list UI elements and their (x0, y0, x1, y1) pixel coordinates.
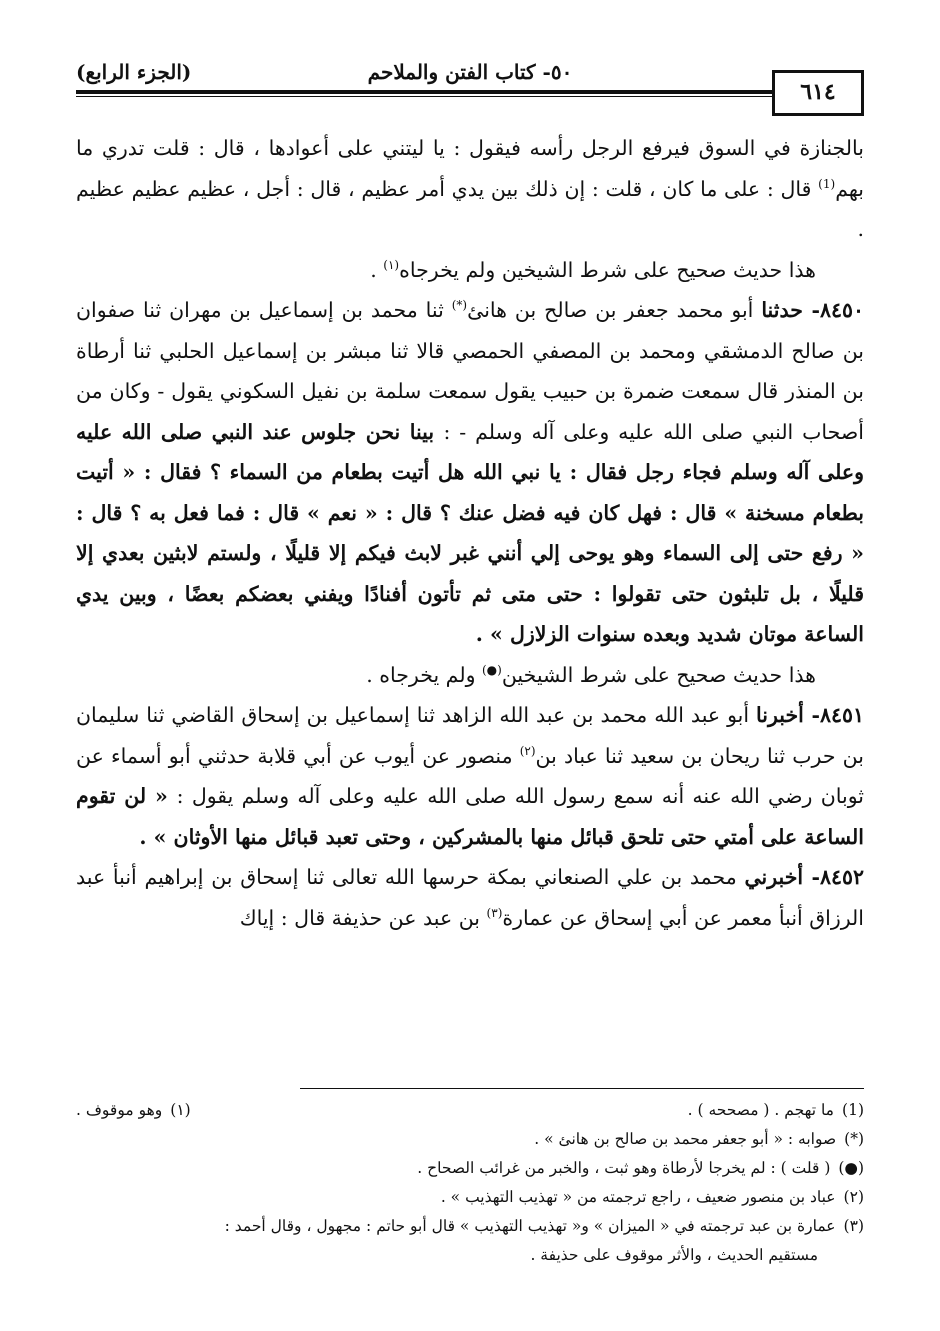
hadith-8451 (76, 695, 864, 857)
footnote-dot (76, 1154, 864, 1183)
hadith-8452 (76, 857, 864, 938)
transmission-verb: - أخبرنا (756, 703, 820, 727)
hadith-number: ٨٤٥٢ (819, 865, 864, 889)
footnote-2 (76, 1183, 864, 1212)
text-run: أبو عبد الله محمد بن عبد الله الزاهد ثنا إسماعيل بن إسحاق القاضي ثنا سليمان بن حرب ثنا ريحان بن سعيد ثنا عباد بن (76, 703, 864, 768)
footnote-ref: (١) (383, 257, 400, 272)
hadith-8450 (76, 290, 864, 655)
footnote-row (76, 1096, 864, 1125)
text-run: منصور عن أيوب عن أبي قلابة حدثني أبو أسماء عن ثوبان رضي الله عنه أنه سمع رسول الله صلى الله عليه وعلى آله وسلم يقول : (76, 743, 864, 808)
footnote-mark: (٢) (843, 1188, 864, 1206)
text-run: هذا حديث صحيح على شرط الشيخين ولم يخرجاه (399, 257, 816, 282)
footnote-ref: (٢) (519, 743, 536, 758)
footnote-ref: (1) (818, 176, 836, 191)
hadith-matn: بينا نحن جلوس عند النبي صلى الله عليه وعلى آله وسلم فجاء رجل فقال : يا نبي الله هل أتيت بطعام من السماء ؟ فقال : « أتيت بطعام مسخنة » قال : فهل كان فيه فضل عنك ؟ قال : « نعم » قال : فما فعل به ؟ قال : « رفع حتى إلى السماء وهو يوحى إلي أنني غبر لابث فيكم إلا قليلًا ، ولستم لابثين بعدي إلا قليلًا ، بل تلبثون حتى تقولوا : حتى متى ثم تأتون أفنادًا ويفني بعضكم بعضًا ، وبين يدي الساعة موتان شديد وبعده سنوات الزلازل » . (76, 419, 864, 646)
hadith-matn: « لن تقوم الساعة على أمتي حتى تلحق قبائل منها بالمشركين ، وحتى تعبد قبائل منها الأوثان » . (76, 784, 864, 849)
footnotes (76, 1096, 864, 1270)
footnote-3 (76, 1212, 864, 1241)
footnote-text: عباد بن منصور ضعيف ، راجع ترجمته من « تهذيب التهذيب » . (440, 1188, 836, 1206)
footnote-1b (76, 1096, 191, 1125)
text-run: ثنا محمد بن إسماعيل بن مهران ثنا صفوان بن صالح الدمشقي ومحمد بن المصفي الحمصي قالا ثنا مبشر بن إسماعيل الحلبي ثنا أرطاة بن المنذر قال سمعت ضمرة بن حبيب يقول سمعت سلمة بن نفيل السكوني يقول - وكان من أصحاب النبي صلى الله عليه وعلى آله وسلم - : (76, 298, 864, 444)
page-number: ٦١٤ (800, 79, 836, 105)
text-run: قال : على ما كان ، قلت : إن ذلك بين يدي أمر عظيم ، قال : أجل ، عظيم عظيم عظيم . (76, 176, 864, 241)
footnote-mark: (●) (838, 1159, 864, 1177)
footnote-3-continuation: مستقيم الحديث ، والأثر موقوف على حذيفة . (530, 1246, 818, 1264)
text-run: ولم يخرجاه . (366, 662, 482, 687)
footnote-star (76, 1125, 864, 1154)
footnote-1 (688, 1096, 864, 1125)
footnote-ref: (٣) (486, 905, 503, 920)
page-number-box (772, 70, 864, 116)
footnote-text: عمارة بن عبد ترجمته في « الميزان » و« تهذيب التهذيب » قال أبو حاتم : مجهول ، وقال أحمد : (224, 1217, 836, 1235)
main-text (76, 128, 864, 938)
transmission-verb: - أخبرني (744, 865, 820, 889)
footnote-separator (300, 1088, 864, 1089)
volume-label: (الجزء الرابع) (76, 60, 192, 84)
footnote-text: وهو موقوف . (76, 1101, 163, 1119)
hadith-number: ٨٤٥١ (819, 703, 865, 727)
footnote-text: ( قلت ) : لم يخرجا لأرطاة وهو ثبت ، والخبر من غرائب الصحاح . (417, 1159, 831, 1177)
text-run: محمد بن علي الصنعاني بمكة حرسها الله تعالى ثنا إسحاق بن إبراهيم أنبأ عبد الرزاق أنبأ معمر عن أبي إسحاق عن عمارة (76, 865, 864, 930)
header-rule-thin (76, 96, 864, 97)
text-run: . (370, 257, 384, 282)
hadith-number: ٨٤٥٠ (819, 298, 864, 322)
footnote-mark: (*) (844, 1130, 864, 1148)
footnote-text: ما تهجم . ( مصححه ) . (687, 1101, 834, 1119)
footnote-text: صوابه : « أبو جعفر محمد بن صالح بن هانئ » . (534, 1130, 837, 1148)
header-rule-thick (76, 90, 864, 94)
footnote-mark: (١) (170, 1101, 191, 1119)
text-run: بالجنازة في السوق فيرفع الرجل رأسه فيقول : يا ليتني على أعوادها ، قال : قلت تدري ما بهم (76, 136, 864, 201)
footnote-ref: (*) (451, 298, 468, 313)
book-title: ٥٠- كتاب الفتن والملاحم (367, 60, 573, 84)
paragraph-continuation (76, 128, 864, 250)
text-run: أبو محمد جعفر بن صالح بن هانئ (467, 298, 762, 322)
footnote-mark: (٣) (843, 1217, 864, 1235)
transmission-verb: - حدثنا (761, 298, 820, 322)
text-run: هذا حديث صحيح على شرط الشيخين (501, 662, 816, 687)
text-run: بن عبد عن حذيفة قال : إياك (239, 905, 487, 930)
footnote-ref: (●) (481, 662, 502, 677)
grading-note (76, 250, 864, 291)
page-header (76, 52, 864, 92)
footnote-mark: (1) (842, 1101, 864, 1119)
grading-note (76, 655, 864, 696)
